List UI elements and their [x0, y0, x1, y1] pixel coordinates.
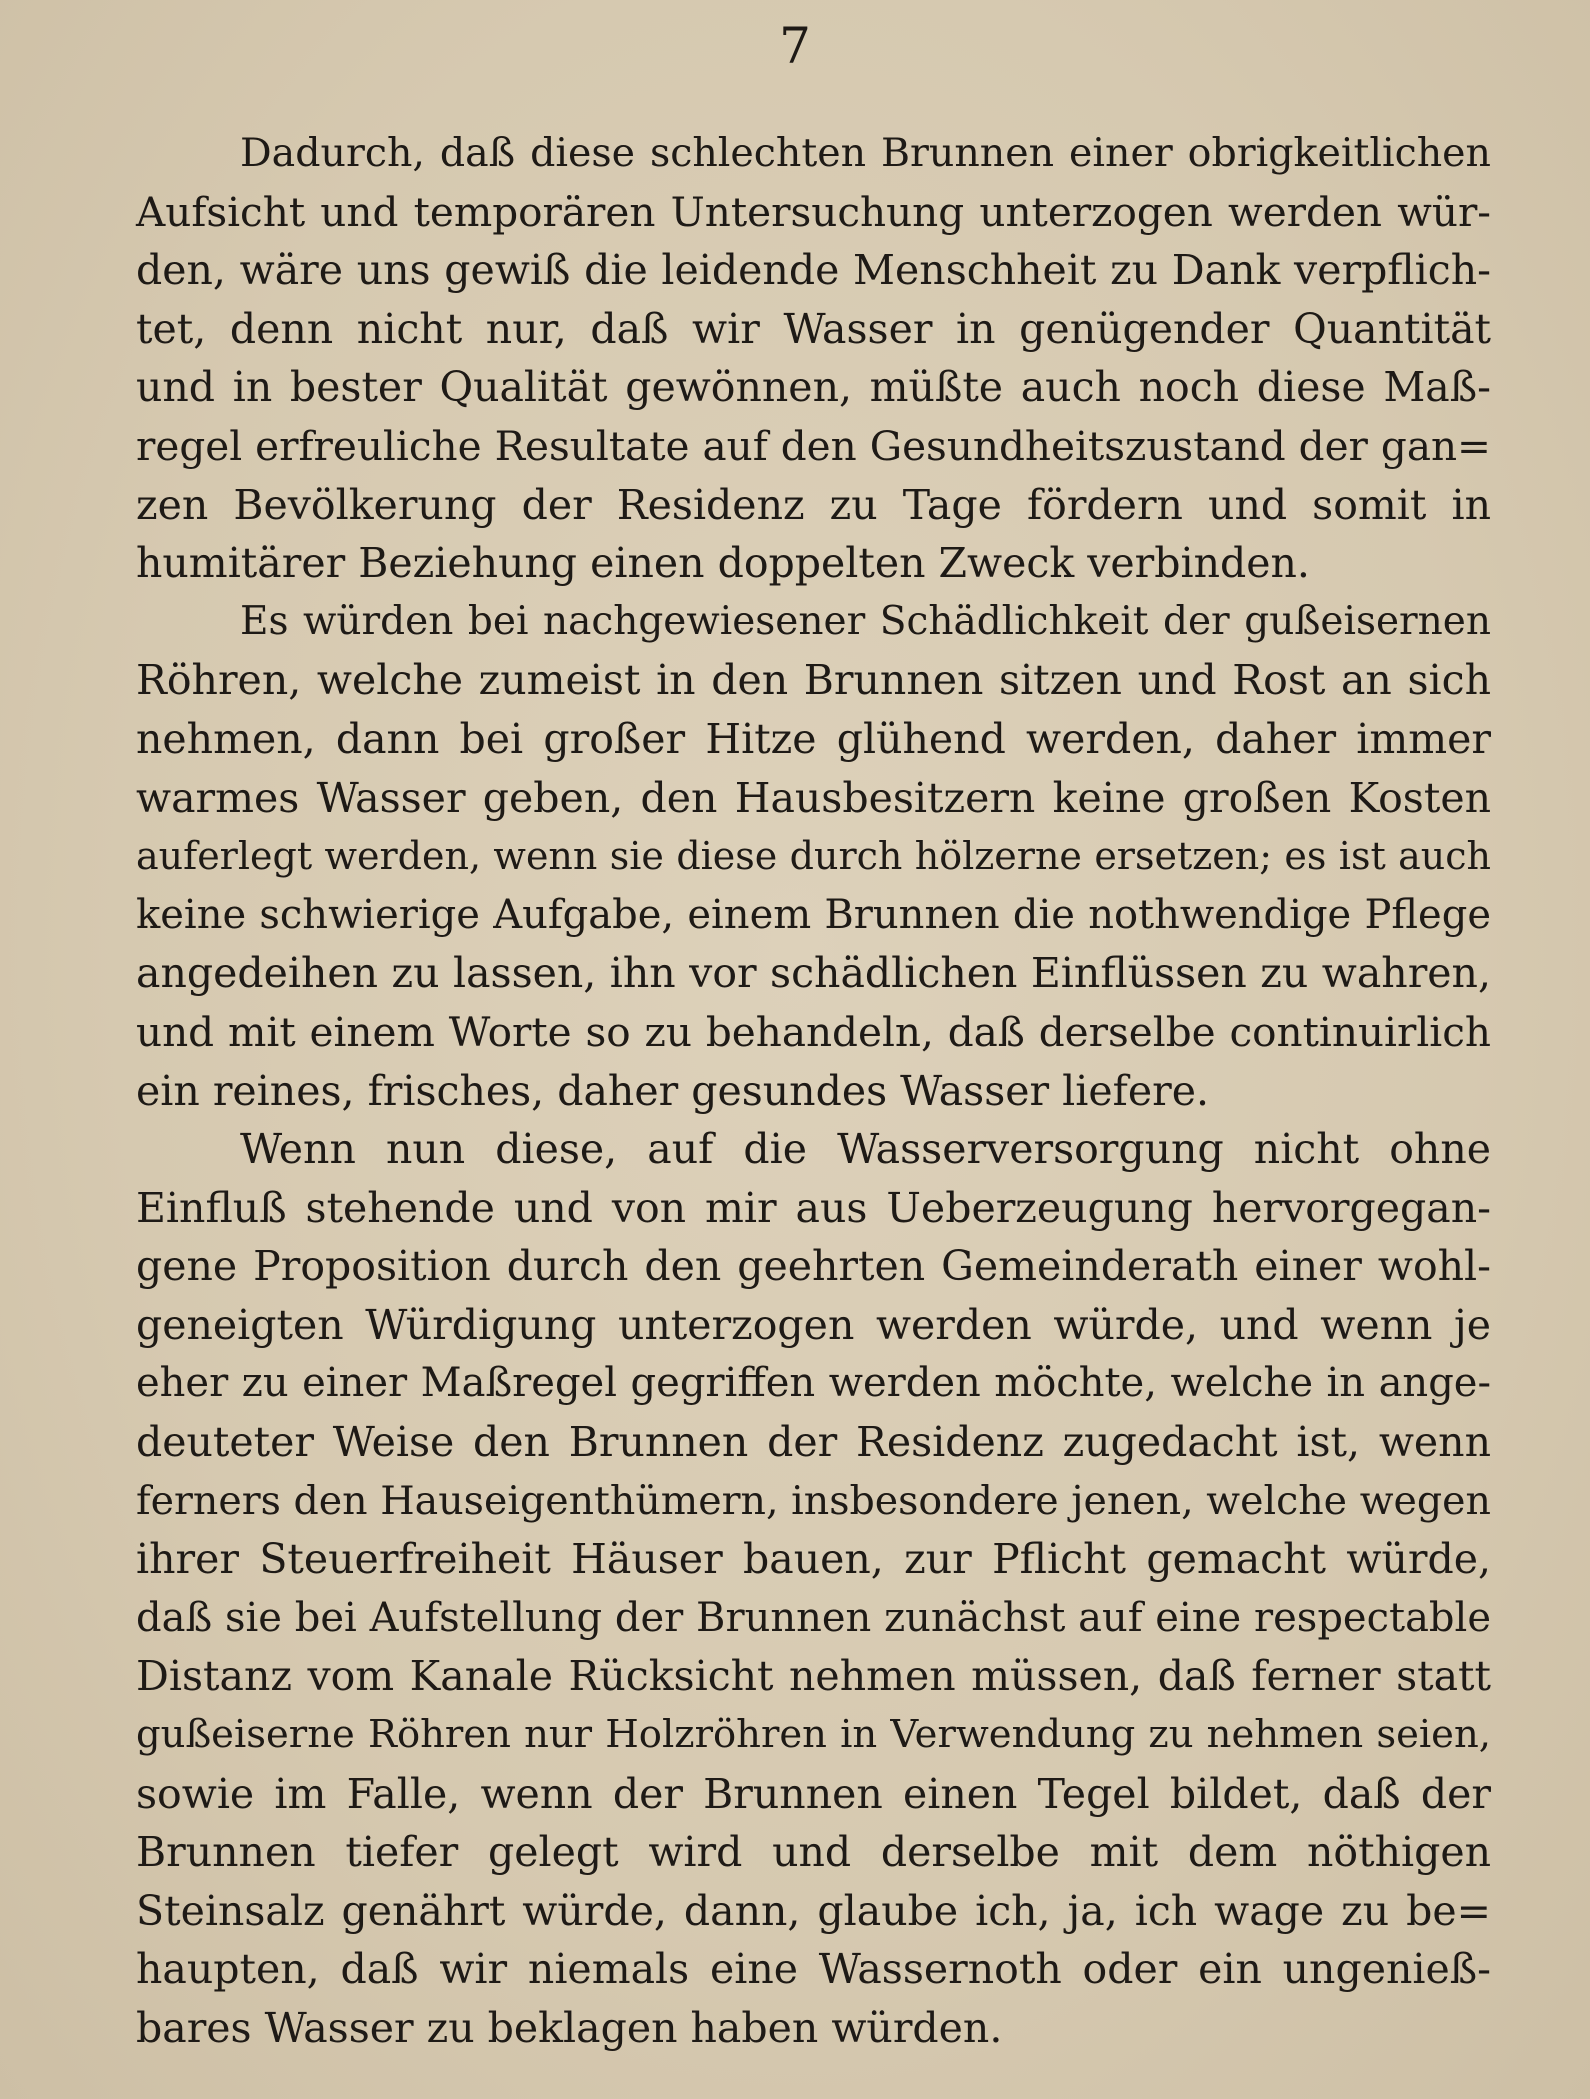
text-line: Einfluß stehende und von mir aus Ueberzeugung hervorgegan- — [136, 1183, 1491, 1232]
text-line: geneigten Würdigung unterzogen werden würde, und wenn je — [136, 1300, 1491, 1349]
text-line: daß sie bei Aufstellung der Brunnen zunächst auf eine respectable — [136, 1594, 1491, 1641]
text-line: ein reines, frisches, daher gesundes Wasser liefere. — [136, 1066, 1209, 1115]
text-line: gene Proposition durch den geehrten Gemeinderath einer wohl- — [136, 1242, 1491, 1291]
text-line: angedeihen zu lassen, ihn vor schädlichen Einflüssen zu wahren, — [136, 949, 1491, 998]
text-line: warmes Wasser geben, den Hausbesitzern keine großen Kosten — [136, 773, 1491, 822]
text-line: Distanz vom Kanale Rücksicht nehmen müssen, daß ferner statt — [136, 1652, 1491, 1701]
text-line: ferners den Hauseigenthümern, insbesondere jenen, welche wegen — [136, 1477, 1491, 1524]
text-line: nehmen, dann bei großer Hitze glühend werden, daher immer — [136, 714, 1491, 763]
text-line: ihrer Steuerfreiheit Häuser bauen, zur Pflicht gemacht würde, — [136, 1535, 1491, 1584]
text-line: humitärer Beziehung einen doppelten Zweck verbinden. — [136, 539, 1310, 588]
text-line: Es würden bei nachgewiesener Schädlichkeit der gußeisernen — [240, 598, 1491, 644]
text-line: Röhren, welche zumeist in den Brunnen sitzen und Rost an sich — [136, 656, 1491, 705]
text-line: sowie im Falle, wenn der Brunnen einen Tegel bildet, daß der — [136, 1769, 1491, 1818]
text-line: den, wäre uns gewiß die leidende Menschheit zu Dank verpflich- — [136, 246, 1491, 295]
text-line: Aufsicht und temporären Untersuchung unterzogen werden wür- — [136, 187, 1491, 236]
text-line: haupten, daß wir niemals eine Wassernoth oder ein ungenieß- — [136, 1945, 1491, 1994]
text-line: und in bester Qualität gewönnen, müßte auch noch diese Maß- — [136, 363, 1491, 412]
text-line: keine schwierige Aufgabe, einem Brunnen die nothwendige Pflege — [136, 891, 1491, 938]
text-line: bares Wasser zu beklagen haben würden. — [136, 2004, 1003, 2052]
page-number: 7 — [779, 17, 811, 75]
text-line: und mit einem Worte so zu behandeln, daß derselbe continuirlich — [136, 1007, 1491, 1056]
text-line: Brunnen tiefer gelegt wird und derselbe mit dem nöthigen — [136, 1828, 1491, 1877]
body-text — [136, 124, 1491, 2058]
text-line: Dadurch, daß diese schlechten Brunnen einer obrigkeitlichen — [240, 130, 1491, 176]
text-line: eher zu einer Maßregel gegriffen werden möchte, welche in ange- — [136, 1360, 1491, 1407]
text-line: regel erfreuliche Resultate auf den Gesundheitszustand der gan= — [136, 421, 1491, 470]
text-line: deuteter Weise den Brunnen der Residenz zugedacht ist, wenn — [136, 1418, 1491, 1467]
text-line: Wenn nun diese, auf die Wasserversorgung nicht ohne — [240, 1125, 1491, 1174]
text-line: zen Bevölkerung der Residenz zu Tage fördern und somit in — [136, 480, 1491, 529]
text-line: gußeiserne Röhren nur Holzröhren in Verwendung zu nehmen seien, — [136, 1712, 1491, 1758]
text-line: Steinsalz genährt würde, dann, glaube ich, ja, ich wage zu be= — [136, 1886, 1491, 1935]
text-line: tet, denn nicht nur, daß wir Wasser in genügender Quantität — [136, 304, 1491, 353]
text-line: auferlegt werden, wenn sie diese durch hölzerne ersetzen; es ist auch — [136, 834, 1491, 879]
